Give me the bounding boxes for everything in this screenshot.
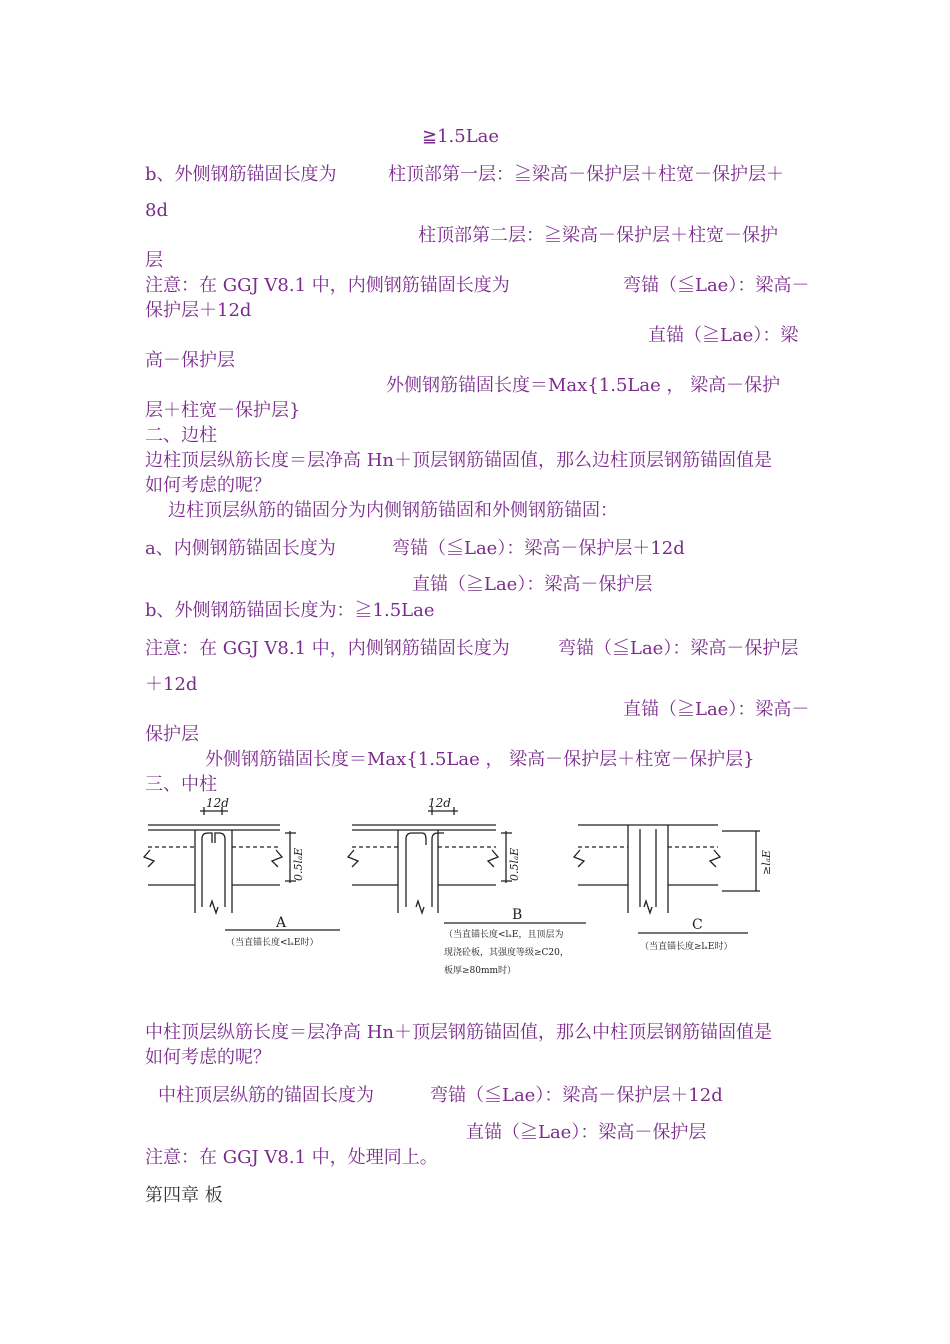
diagram-b — [348, 807, 586, 923]
caption-b-line1: （当直锚长度<lₐE，且顶层为 — [444, 930, 564, 940]
anchorage-diagram-figure — [140, 795, 790, 990]
diagram-letter-a: A — [276, 915, 287, 931]
text-line: 注意：在 GGJ V8.1 中，内侧钢筋锚固长度为 — [145, 638, 510, 659]
text-line: 直锚（≧Lae）：梁高－ — [623, 699, 810, 720]
text-line: 弯锚（≦Lae）：梁高－保护层 — [558, 638, 799, 659]
text-line: 注意：在 GGJ V8.1 中，内侧钢筋锚固长度为 — [145, 275, 510, 296]
text-line: 保护层＋12d — [145, 300, 252, 321]
text-line: 中柱顶层纵筋的锚固长度为 — [158, 1085, 374, 1106]
text-line: b、外侧钢筋锚固长度为 — [145, 164, 337, 185]
text-line: 8d — [145, 200, 168, 221]
caption-b-line2: 现浇砼板，其强度等级≥C20， — [444, 948, 569, 958]
anchorage-diagram — [140, 795, 790, 990]
caption-b-line3: 板厚≥80mm时） — [444, 966, 517, 976]
text-line: ≧1.5Lae — [422, 126, 500, 147]
diagram-a — [144, 807, 340, 930]
text-line: 弯锚（≦Lae）：梁高－保护层＋12d — [392, 538, 685, 559]
text-line: 弯锚（≦Lae）：梁高－保护层＋12d — [430, 1085, 723, 1106]
text-line: 保护层 — [145, 724, 199, 745]
text-line: 弯锚（≦Lae）：梁高－ — [623, 275, 810, 296]
text-line: 边柱顶层纵筋长度＝层净高 Hn＋顶层钢筋锚固值，那么边柱顶层钢筋锚固值是 — [145, 450, 773, 471]
dim-label-c-side: ≥lₐE — [760, 850, 773, 875]
text-line: b、外侧钢筋锚固长度为：≧1.5Lae — [145, 600, 435, 621]
dim-label-b-side: 0.5lₐE — [508, 847, 521, 881]
diagram-letter-c: C — [692, 917, 703, 933]
text-line: 如何考虑的呢？ — [145, 1047, 271, 1068]
text-line: 注意：在 GGJ V8.1 中，处理同上。 — [145, 1147, 438, 1168]
text-line: 外侧钢筋锚固长度＝Max{1.5Lae ， 梁高－保护 — [386, 375, 781, 396]
text-line: 边柱顶层纵筋的锚固分为内侧钢筋锚固和外侧钢筋锚固： — [168, 500, 618, 521]
text-line: 柱顶部第一层：≧梁高－保护层＋柱宽－保护层＋ — [388, 164, 784, 185]
text-line: 层＋柱宽－保护层} — [145, 400, 301, 421]
text-line: 高－保护层 — [145, 350, 235, 371]
text-line: 直锚（≧Lae）：梁高－保护层 — [412, 574, 653, 595]
section-heading: 二、边柱 — [145, 425, 217, 446]
text-line: a、内侧钢筋锚固长度为 — [145, 538, 336, 559]
text-line: 层 — [145, 250, 163, 271]
section-heading: 三、中柱 — [145, 774, 217, 795]
chapter-heading: 第四章 板 — [145, 1185, 223, 1206]
caption-c: （当直锚长度≥lₐE时） — [640, 942, 733, 952]
text-line: ＋12d — [145, 674, 198, 695]
text-line: 直锚（≧Lae）：梁 — [648, 325, 799, 346]
caption-a: （当直锚长度<lₐE时） — [226, 938, 319, 948]
dim-label-a-top: 12d — [206, 796, 229, 810]
text-line: 中柱顶层纵筋长度＝层净高 Hn＋顶层钢筋锚固值，那么中柱顶层钢筋锚固值是 — [145, 1022, 773, 1043]
dim-label-a-side: 0.5lₐE — [292, 847, 305, 881]
dim-label-b-top: 12d — [428, 796, 451, 810]
text-line: 外侧钢筋锚固长度＝Max{1.5Lae ， 梁高－保护层＋柱宽－保护层} — [205, 749, 755, 770]
diagram-c — [574, 825, 760, 933]
diagram-letter-b: B — [512, 907, 523, 923]
text-line: 如何考虑的呢？ — [145, 475, 271, 496]
text-line: 直锚（≧Lae）：梁高－保护层 — [466, 1122, 707, 1143]
text-line: 柱顶部第二层：≧梁高－保护层＋柱宽－保护 — [418, 225, 778, 246]
